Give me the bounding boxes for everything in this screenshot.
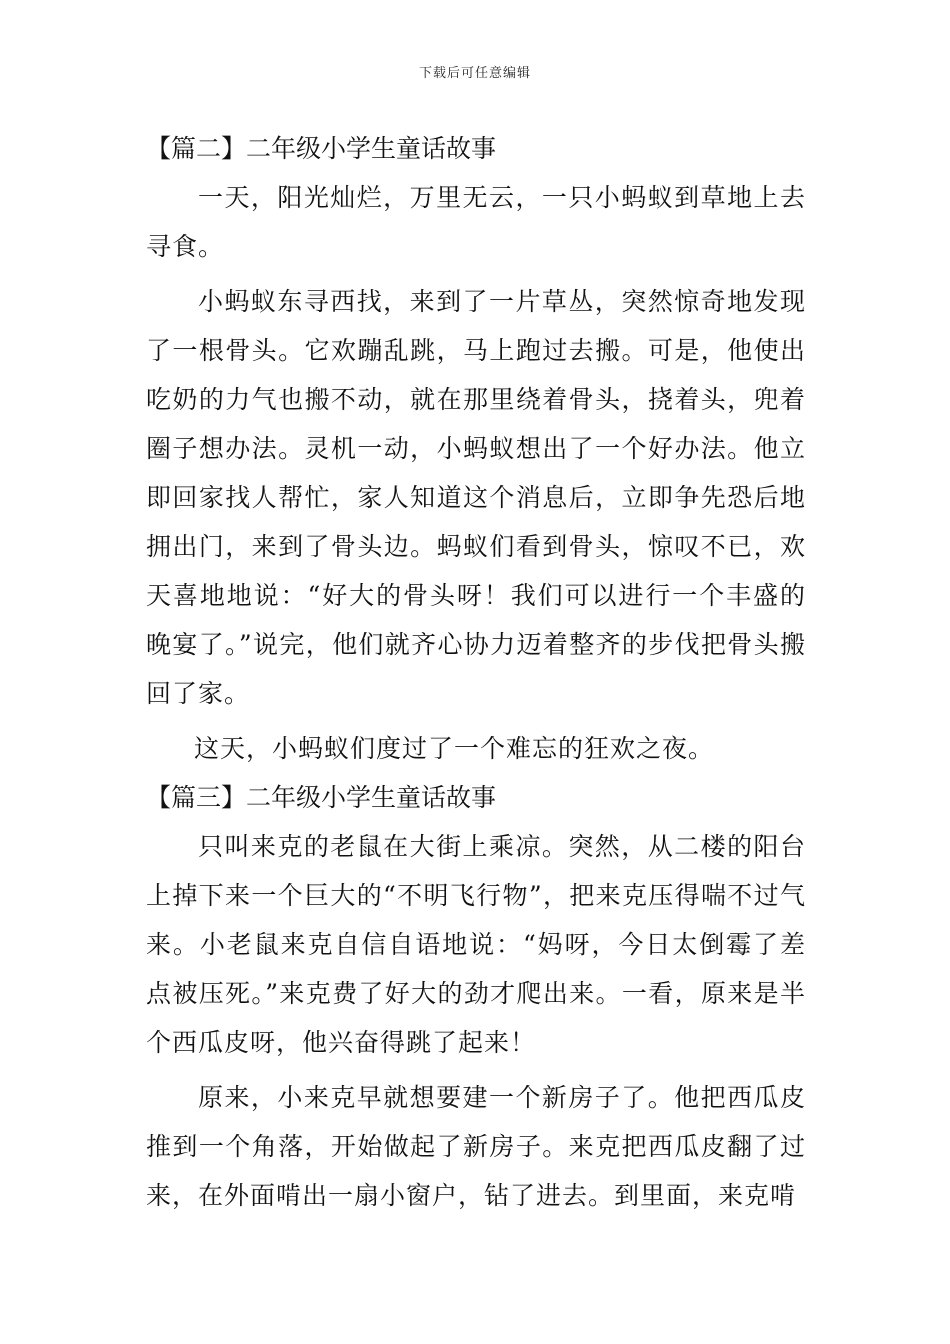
page-header: 下载后可任意编辑	[418, 66, 531, 81]
paragraph: 只叫来克的老鼠在大街上乘凉。突然，从二楼的阳台上掉下来一个巨大的“不明飞行物”，把来克压得喘不过气来。小老鼠来克自信自语地说：“妈呀，今日太倒霉了差点被压死。”来克费了好大的劲才爬出来。一看，原来是半个西瓜皮呀，他兴奋得跳了起来！	[146, 832, 806, 1057]
paragraph: 一天，阳光灿烂，万里无云，一只小蚂蚁到草地上去寻食。	[146, 183, 806, 261]
section-title-3: 【篇三】二年级小学生童话故事	[146, 783, 497, 812]
paragraph: 小蚂蚁东寻西找，来到了一片草丛，突然惊奇地发现了一根骨头。它欢蹦乱跳，马上跑过去搬。可是，他使出吃奶的力气也搬不动，就在那里绕着骨头，挠着头，兜着圈子想办法。灵机一动，小蚂蚁想出了一个好办法。他立即回家找人帮忙，家人知道这个消息后，立即争先恐后地拥出门，来到了骨头边。蚂蚁们看到骨头，惊叹不已，欢天喜地地说：“好大的骨头呀！我们可以进行一个丰盛的晚宴了。”说完，他们就齐心协力迈着整齐的步伐把骨头搬回了家。	[146, 287, 806, 708]
document-body	[146, 124, 806, 1226]
paragraph: 这天，小蚂蚁们度过了一个难忘的狂欢之夜。	[194, 734, 715, 763]
paragraph: 原来，小来克早就想要建一个新房子了。他把西瓜皮推到一个角落，开始做起了新房子。来克把西瓜皮翻了过来，在外面啃出一扇小窗户，钻了进去。到里面，来克啃	[146, 1083, 806, 1210]
section-title-2: 【篇二】二年级小学生童话故事	[146, 134, 497, 163]
